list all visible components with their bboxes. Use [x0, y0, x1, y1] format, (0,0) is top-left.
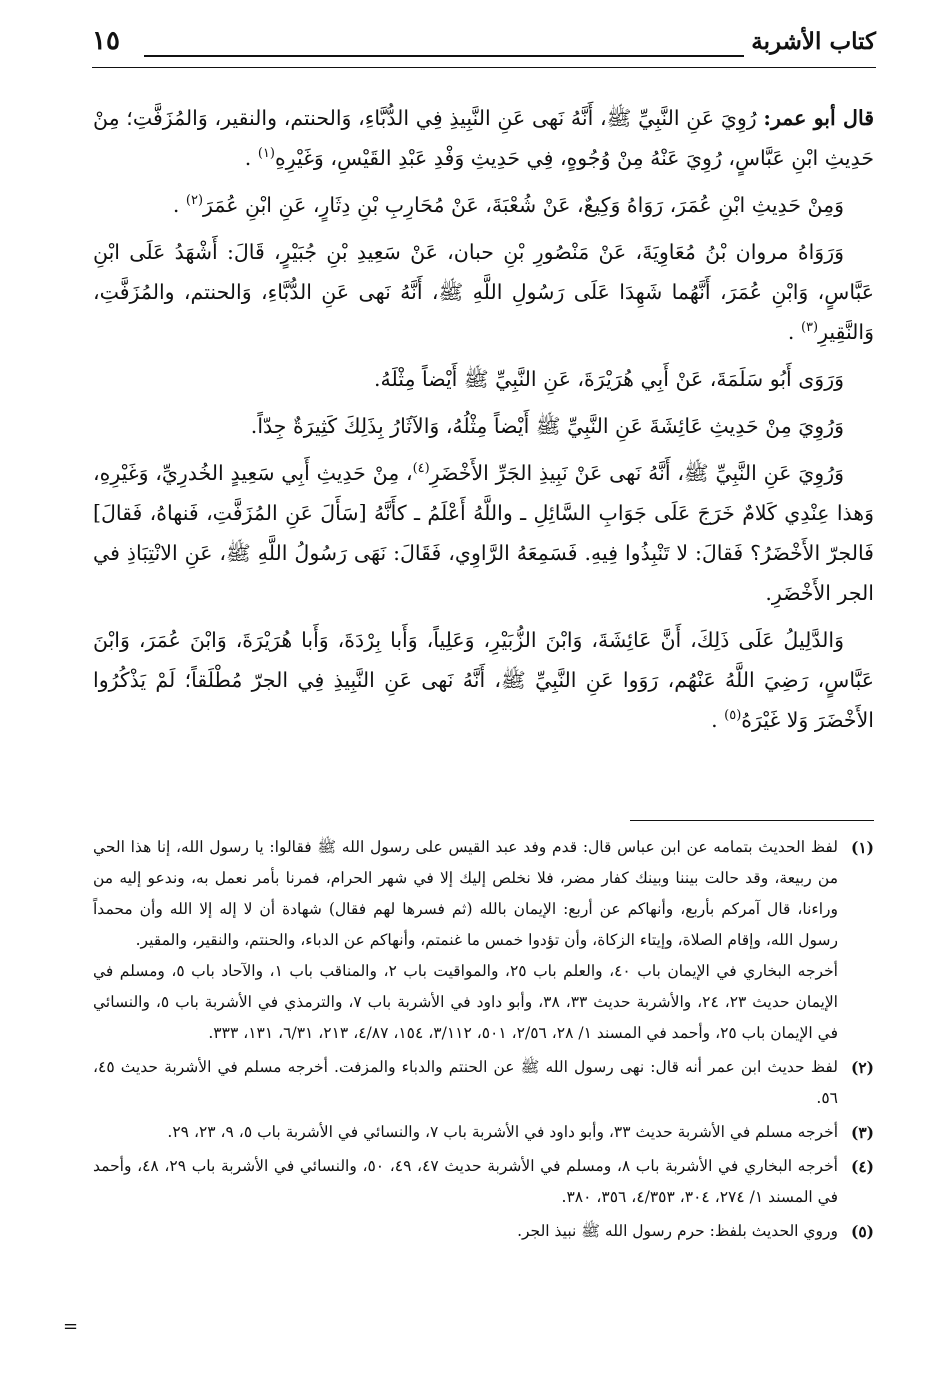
- paragraph-text: وَمِنْ حَدِيثِ ابْنِ عُمَرَ، رَوَاهُ وَكِيعٌ، عَنْ شُعْبَةَ، عَنْ مُحَارِبِ بْنِ دِثَارٍ، عَنِ ابْنِ عُمَرَ: [203, 193, 844, 217]
- footnote-number: (٣): [850, 1123, 874, 1142]
- footnote-line: أخرجه البخاري في الأشربة باب ٨، ومسلم في الأشربة حديث ٤٧، ٤٩، ٥٠، والنسائي في الأشربة باب ٢٩، ٤٨، وأحمد في المسند ١/ ٢٧٤، ٣٠٤، ٤/٣٥٣، ٣٥٦، ٣٨٠.: [93, 1157, 838, 1206]
- footnote-3: [93, 1117, 874, 1148]
- paragraph-end: .: [244, 146, 258, 170]
- paragraph-6: [93, 453, 874, 613]
- footnote-ref-5[interactable]: (٥): [724, 708, 742, 724]
- footnote-text: [93, 1052, 838, 1114]
- chapter-title: كتاب الأشربة: [751, 28, 876, 55]
- paragraph-text: وَرُوِيَ عَنِ النَّبِيِّ ﷺ، أَنَّهُ نَهى عَنْ نَبِيذِ الجَرِّ الأَخْضَرِ: [429, 461, 845, 485]
- paragraph-lead: قال أبو عمر:: [763, 106, 874, 130]
- page-number: ١٥: [92, 26, 120, 56]
- margin-mark: =: [63, 1316, 79, 1337]
- paragraph-text: وَرُوِيَ مِنْ حَدِيثِ عَائِشَةَ عَنِ النَّبِيِّ ﷺ أَيْضاً مِثْلُهُ، وَالآثَارُ بِذَلِكَ كَثِيرَةٌ جِدّاً.: [250, 414, 844, 438]
- footnote-ref-1[interactable]: (١): [257, 146, 275, 162]
- footnote-line: أخرجه مسلم في الأشربة حديث ٣٣، وأبو داود في الأشربة باب ٧، والنسائي في الأشربة باب ٥، ٩، ٢٣، ٢٩.: [167, 1123, 838, 1141]
- footnote-number: (٤): [850, 1157, 874, 1176]
- running-header: [92, 26, 876, 70]
- footnote-line: لفظ الحديث بتمامه عن ابن عباس قال: قدم وفد عبد القيس على رسول الله ﷺ فقالوا: يا رسول الله، إنا هذا الحي من ربيعة، وقد حالت بيننا وبينك كفار مضر، فلا نخلص إليك إلا في شهر الحرام، فمرنا بأمر نعمل به، وندعو إليه من وراءنا، قال آمركم بأربع، وأنهاكم عن أربع: الإيمان بالله (ثم فسرها لهم فقال) شهادة أن لا إله إلا الله وأن محمداً رسول الله، وإقام الصلاة، وإيتاء الزكاة، وأن تؤدوا خمس ما غنمتم، وأنهاكم عن الدباء، والحنتم، والنقير، والمقير.: [93, 838, 838, 949]
- paragraph-2: [93, 185, 874, 225]
- header-underline: [92, 67, 876, 68]
- paragraph-end: .: [787, 320, 801, 344]
- footnote-5: [93, 1216, 874, 1247]
- footnotes: [93, 832, 874, 1250]
- footnote-text: [93, 1117, 838, 1148]
- footnote-ref-2[interactable]: (٢): [185, 193, 204, 209]
- paragraph-text: رُوِيَ عَنِ النَّبِيِّ ﷺ، أَنَّهُ نَهى عَنِ النَّبِيذِ فِي الدُّبَّاءِ، وَالحنتم، والنقير، وَالمُزَفَّتِ؛ مِنْ حَدِيثِ ابْنِ عَبَّاسٍ، رُوِيَ عَنْهُ مِنْ وُجُوهٍ، فِي حَدِيثِ وَفْدِ عَبْدِ القَيْسِ، وَغَيْرِهِ: [93, 106, 874, 170]
- main-text: [93, 98, 874, 747]
- paragraph-end: ، مِنْ حَدِيثِ أَبِي سَعِيدٍ الخُدرِيِّ، وَغَيْرِهِ، وَهذا عِنْدِي كَلامٌ خَرَجَ عَلَى جَوَابِ السَّائِلِ ـ واللَّهُ أَعْلَمُ ـ كأَنَّهُ [سَأَلَ عَنِ المُزَفَّتِ، فَنهاهُ، فَقالَ] فَالجرّ الأَخْضَرُ؟ فَقالَ: لا تَنْبِذُوا فِيهِ. فَسَمِعَهُ الرَّاوِي، فَقَالَ: نَهَى رَسُولُ اللَّهِ ﷺ، عَنِ الانْتِبَاذِ في الجر الأَخْضَرِ.: [93, 461, 874, 605]
- footnote-text: [93, 1216, 838, 1247]
- footnote-separator: [630, 820, 874, 821]
- footnote-line: أخرجه البخاري في الإيمان باب ٤٠، والعلم باب ٢٥، والمواقيت باب ٢، والمناقب باب ١، والآحاد باب ٥، ومسلم في الإيمان حديث ٢٣، ٢٤، والأشربة حديث ٣٣، ٣٨، وأبو داود في الأشربة باب ٧، والترمذي في الأشربة باب ٥، والنسائي في الإيمان باب ٢٥، وأحمد في المسند ١/ ٢٨، ٢/٥٦، ٥٠١، ٣/١١٢، ١٥٤، ٤/٨٧، ٢١٣، ٦/٣١، ١٣١، ٣٣٣.: [93, 962, 838, 1042]
- footnote-ref-4[interactable]: (٤): [412, 461, 430, 477]
- footnote-line: لفظ حديث ابن عمر أنه قال: نهى رسول الله ﷺ عن الحنتم والدباء والمزفت. أخرجه مسلم في الأشربة حديث ٤٥، ٥٦.: [93, 1058, 838, 1107]
- paragraph-text: وَرَوَى أَبُو سَلَمَةَ، عَنْ أَبِي هُرَيْرَةَ، عَنِ النَّبِيِّ ﷺ أَيْضاً مِثْلَهُ.: [373, 367, 844, 391]
- paragraph-1: [93, 98, 874, 178]
- header-rule: [144, 55, 744, 57]
- footnote-text: [93, 1151, 838, 1213]
- footnote-number: (٥): [850, 1222, 874, 1241]
- paragraph-5: [93, 406, 874, 446]
- paragraph-text: وَالدَّلِيلُ عَلَى ذَلِكَ، أَنَّ عَائِشَةَ، وَابْنَ الزُّبَيْرِ، وَعَلِياً، وَأَبا بِرْدَةَ، وَأَبا هُرَيْرَةَ، وَابْنَ عُمَرَ، وَابْنَ عَبَّاسٍ، رَضِيَ اللَّهُ عَنْهُم، رَوَوا عَنِ النَّبِيِّ ﷺ، أَنَّهُ نَهى عَنِ النَّبِيذِ فِي الجرّ مُطْلَقاً؛ لَمْ يَذْكُرُوا الأَخْضَرَ وَلا غَيْرَهُ: [93, 628, 874, 732]
- footnote-4: [93, 1151, 874, 1213]
- paragraph-end: .: [711, 708, 725, 732]
- paragraph-4: [93, 359, 874, 399]
- footnote-1: [93, 832, 874, 1049]
- footnote-2: [93, 1052, 874, 1114]
- footnote-line: وروي الحديث بلفظ: حرم رسول الله ﷺ نبيذ الجر.: [517, 1222, 838, 1240]
- footnote-ref-3[interactable]: (٣): [800, 320, 819, 336]
- footnote-text: [93, 832, 838, 1049]
- paragraph-text: وَرَوَاهُ مروان بْنُ مُعَاوِيَةَ، عَنْ مَنْصُورِ بْنِ حبان، عَنْ سَعِيدِ بْنِ جُبَيْرٍ، قَالَ: أَشْهَدُ عَلَى ابْنِ عَبَّاسٍ، وَابْنِ عُمَرَ، أَنَّهُما شَهِدَا عَلَى رَسُولِ اللَّهِ ﷺ، أَنَّهُ نَهى عَنِ الدُّبَّاءِ، وَالحنتم، والمُزَفَّتِ، وَالنَّقِيرِ: [93, 240, 874, 344]
- footnote-number: (١): [850, 838, 874, 857]
- footnote-number: (٢): [850, 1058, 874, 1077]
- paragraph-7: [93, 620, 874, 740]
- paragraph-3: [93, 232, 874, 352]
- paragraph-end: .: [172, 193, 186, 217]
